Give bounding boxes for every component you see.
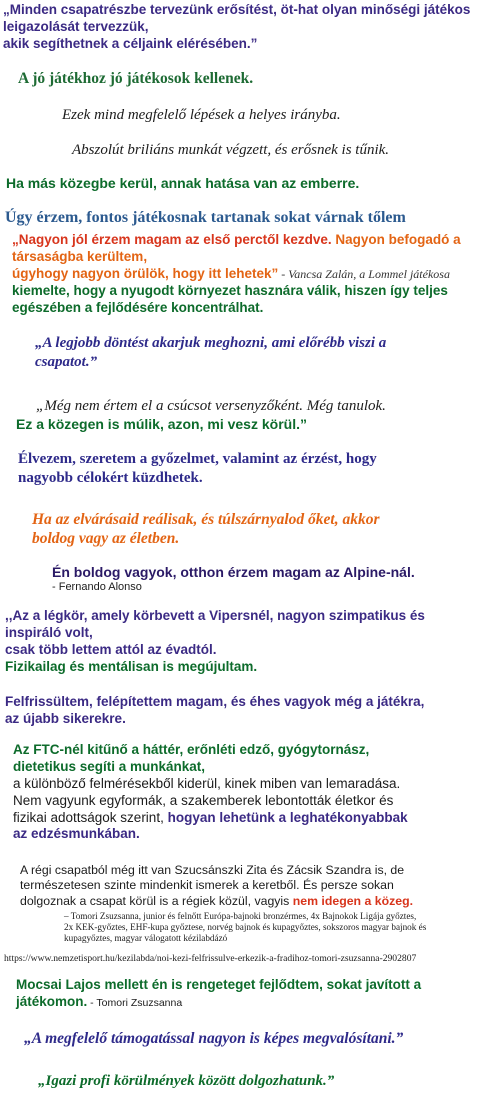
quote-7-part-3: úgyhogy nagyon örülök, hogy itt lehetek” <box>12 265 279 281</box>
quote-15 <box>5 694 495 728</box>
quote-17-attribution-3: kupagyőztes, magyar válogatott kézilabdázó <box>64 933 228 944</box>
quote-17 <box>20 863 495 944</box>
quote-16-line-5b: hogyan lehetünk a leghatékonyabbak <box>163 809 408 825</box>
quote-13 <box>52 564 492 593</box>
quote-9: „Még nem értem el a csúcsot versenyzőként. Még tanulok. <box>36 398 386 414</box>
quote-17-line-2: természetesen szinte mindenkit ismerek a keretből. És persze sokan <box>20 878 394 893</box>
quote-7-part-1: „Nagyon jól érzem magam az első perctől kezdve. <box>12 232 332 247</box>
quote-1-line-2: leigazolását tervezzük, <box>3 18 149 34</box>
quote-12 <box>32 510 495 549</box>
quote-17-line-1: A régi csapatból még itt van Szucsánszki Zita és Zácsik Szandra is, de <box>20 863 405 877</box>
quote-14-line-3: csak több lettem attól az évadtól. <box>5 641 217 657</box>
quote-11 <box>18 450 495 488</box>
quote-17-line-3b: nem idegen a közeg. <box>289 893 413 908</box>
source-link[interactable]: https://www.nemzetisport.hu/kezilabda/noi-kezi-felfrissulve-erkezik-a-fradihoz-tomori-zsuzsanna-2902807 <box>4 953 417 964</box>
quote-12-line-1: Ha az elvárásaid reálisak, és túlszárnyalod őket, akkor <box>32 511 380 528</box>
quote-8-line-2: csapatot.” <box>35 353 98 370</box>
quote-8-line-1: „A legjobb döntést akarjuk meghozni, ami előrébb viszi a <box>35 335 387 351</box>
quote-6: Úgy érzem, fontos játékosnak tartanak sokat várnak tőlem <box>5 209 406 226</box>
quote-1-line-1: „Minden csapatrészbe tervezünk erősítést, öt-hat olyan minőségi játékos <box>3 2 471 17</box>
quote-10: Ez a közegen is múlik, azon, mi vesz körül.” <box>16 416 307 432</box>
quote-19: „A megfelelő támogatással nagyon is képes megvalósítani.” <box>24 1030 404 1047</box>
quote-18-line-2: játékomon. <box>16 993 88 1009</box>
quote-16-line-3: a különböző felmérésekből kiderül, kinek miben van lemaradása. <box>13 775 401 791</box>
quote-17-attribution-1: – Tomori Zsuzsanna, junior és felnőtt Európa-bajnoki bronzérmes, 4x Bajnokok Ligája győztes, <box>64 911 417 922</box>
quote-18-line-1: Mocsai Lajos mellett én is rengeteget fejlődtem, sokat javított a <box>16 977 422 992</box>
quote-4: Abszolút briliáns munkát végzett, és erősnek is tűnik. <box>72 142 390 158</box>
quote-18 <box>16 977 493 1011</box>
quote-16-line-1: Az FTC-nél kitűnő a háttér, erőnléti edző, gyógytornász, <box>13 742 370 757</box>
quote-3: Ezek mind megfelelő lépések a helyes irányba. <box>62 107 341 123</box>
quote-1-line-3: akik segíthetnek a céljaink elérésében.” <box>3 35 258 51</box>
quote-8 <box>35 334 490 372</box>
quote-1 <box>3 2 495 53</box>
quote-5: Ha más közegbe kerül, annak hatása van az emberre. <box>6 175 360 191</box>
quote-16-line-5a: fizikai adottságok szerint, <box>13 809 164 825</box>
quote-7-author: - Vancsa Zalán, a Lommel játékosa <box>278 266 450 281</box>
quote-20: „Igazi profi körülmények között dolgozhatunk.” <box>38 1073 335 1089</box>
quote-11-line-1: Élvezem, szeretem a győzelmet, valamint az érzést, hogy <box>18 451 377 467</box>
quote-16 <box>13 742 493 843</box>
quote-15-line-1: Felfrissültem, felépítettem magam, és éhes vagyok még a játékra, <box>5 694 425 709</box>
quote-16-line-2: dietetikus segíti a munkánkat, <box>13 758 206 774</box>
quote-15-line-2: az újabb sikerekre. <box>5 710 126 726</box>
quote-16-line-6: az edzésmunkában. <box>13 826 140 842</box>
quote-17-attribution-2: 2x KEK-győztes, EHF-kupa győztese, norvég bajnok és kupagyőztes, sokszoros magyar bajnok és <box>64 922 427 933</box>
quote-14 <box>5 608 495 676</box>
quote-13-author: - Fernando Alonso <box>52 581 142 593</box>
quote-7-part-2: Nagyon befogadó a társaságba kerültem, <box>12 232 461 264</box>
quote-14-line-4: Fizikailag és mentálisan is megújultam. <box>5 658 258 674</box>
quote-2: A jó játékhoz jó játékosok kellenek. <box>18 70 254 87</box>
quote-14-line-1: ,,Az a légkör, amely körbevett a Vipersnél, nagyon szimpatikus és <box>5 608 425 623</box>
quote-14-line-2: inspiráló volt, <box>5 624 93 640</box>
quote-18-author: - Tomori Zsuzsanna <box>87 996 183 1009</box>
quote-17-line-3a: dolgoznak a csapat körül is a régiek közül, vagyis <box>20 893 290 908</box>
quote-12-line-2: boldog vagy az életben. <box>32 530 180 548</box>
quote-16-line-4: Nem vagyunk egyformák, a szakemberek lebontották életkor és <box>13 792 394 808</box>
quote-13-text: Én boldog vagyok, otthon érzem magam az Alpine-nál. <box>52 564 415 580</box>
quote-7-part-5: kiemelte, hogy a nyugodt környezet hasznára válik, hiszen így teljes egészében a fejlődésére koncentrálhat. <box>12 282 448 315</box>
quote-7 <box>12 232 490 316</box>
quote-11-line-2: nagyobb célokért küzdhetek. <box>18 469 203 486</box>
